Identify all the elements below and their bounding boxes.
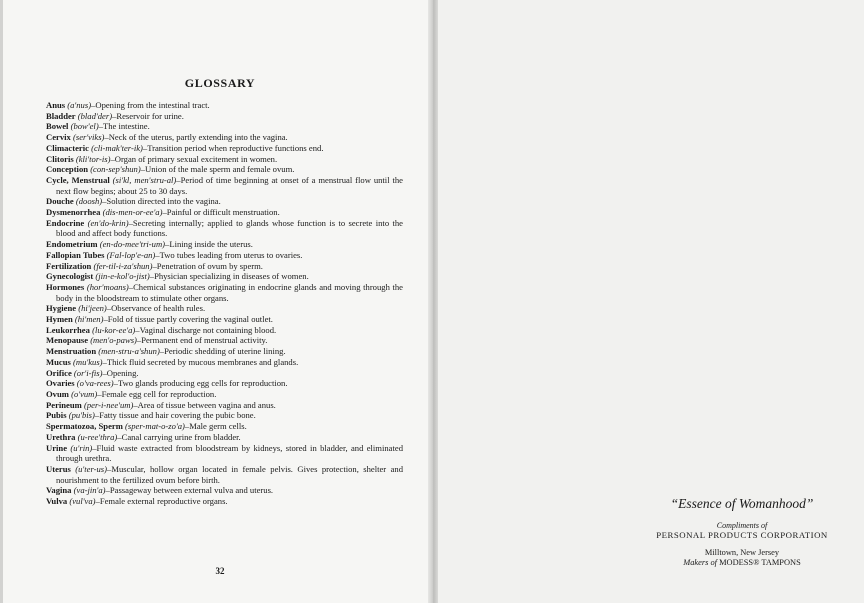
glossary-definition: –Penetration of ovum by sperm. (152, 260, 263, 271)
glossary-entry (46, 400, 403, 411)
glossary-entry (46, 164, 403, 175)
glossary-definition: –Chemical substances originating in endocrine glands and moving through the body in the bloodstream to stimulate other organs. (56, 281, 403, 303)
glossary-definition: –Observance of health rules. (106, 303, 206, 314)
glossary-definition: –The intestine. (98, 121, 150, 132)
glossary-term: Cycle, Menstrual (46, 174, 110, 185)
glossary-term: Endometrium (46, 239, 98, 250)
glossary-pronunciation: (si'kl, men'stru-al) (112, 174, 177, 185)
glossary-term: Uterus (46, 463, 71, 474)
glossary-definition: –Two tubes leading from uterus to ovaries. (155, 249, 303, 260)
glossary-term: Hormones (46, 281, 85, 292)
glossary-definition: –Periodic shedding of uterine lining. (159, 346, 286, 357)
glossary-term: Bladder (46, 110, 76, 121)
glossary-pronunciation: (bow'el) (70, 121, 99, 132)
glossary-term: Pubis (46, 410, 67, 421)
glossary-pronunciation: (Fal-lop'e-an) (106, 249, 156, 260)
page-number: 32 (215, 566, 225, 576)
glossary-entry (46, 207, 403, 218)
glossary-entry (46, 261, 403, 272)
glossary-pronunciation: (jin-e-kol'o-jist) (95, 271, 150, 282)
makers-line (610, 558, 864, 568)
glossary-term: Fallopian Tubes (46, 249, 105, 260)
glossary-definition: –Thick fluid secreted by mucous membranes and glands. (102, 356, 299, 367)
glossary-definition: –Female external reproductive organs. (95, 496, 228, 507)
glossary-entry (46, 335, 403, 346)
glossary-entry (46, 325, 403, 336)
glossary-pronunciation: (u-ree'thra) (77, 431, 118, 442)
glossary-term: Anus (46, 100, 66, 110)
glossary-list (46, 100, 403, 507)
glossary-definition: –Transition period when reproductive functions end. (142, 142, 324, 153)
glossary-definition: –Passageway between external vulva and uterus. (105, 485, 274, 496)
glossary-definition: –Secreting internally; applied to glands whose function is to secrete into the blood and affect body functions. (56, 217, 403, 239)
glossary-definition: –Opening. (102, 367, 139, 378)
glossary-definition: –Area of tissue between vagina and anus. (133, 399, 276, 410)
glossary-entry (46, 196, 403, 207)
glossary-term: Conception (46, 164, 89, 175)
glossary-term: Ovaries (46, 378, 75, 389)
glossary-term: Vagina (46, 485, 72, 496)
glossary-term: Climacteric (46, 142, 89, 153)
glossary-entry (46, 389, 403, 400)
glossary-entry (46, 314, 403, 325)
glossary-pronunciation: (kli'tor-is) (75, 153, 111, 164)
glossary-pronunciation: (ser'viks) (72, 132, 105, 143)
glossary-term: Orifice (46, 367, 72, 378)
glossary-definition: –Fluid waste extracted from bloodstream by kidneys, stored in bladder, and eliminated through urethra. (56, 442, 403, 464)
glossary-pronunciation: (sper-mat-o-zo'a) (125, 421, 185, 432)
glossary-term: Dysmenorrhea (46, 207, 101, 218)
glossary-term: Clitoris (46, 153, 74, 164)
glossary-definition: –Lining inside the uterus. (165, 239, 253, 250)
glossary-pronunciation: (pu'bis) (68, 410, 95, 421)
glossary-pronunciation: (blad'der) (77, 110, 113, 121)
glossary-entry (46, 346, 403, 357)
glossary-pronunciation: (men'o-paws) (90, 335, 137, 346)
glossary-definition: –Vaginal discharge not containing blood. (135, 324, 277, 335)
glossary-entry (46, 250, 403, 261)
glossary-pronunciation: (cli-mak'ter-ik) (91, 142, 143, 153)
glossary-pronunciation: (doosh) (75, 196, 103, 207)
glossary-entry (46, 121, 403, 132)
glossary-pronunciation: (or'i-fis) (73, 367, 103, 378)
glossary-entry (46, 154, 403, 165)
glossary-entry (46, 143, 403, 154)
glossary-definition: –Fatty tissue and hair covering the pubic bone. (94, 410, 256, 421)
glossary-definition: –Female egg cell for reproduction. (97, 388, 217, 399)
glossary-pronunciation: (u'ter-us) (75, 463, 108, 474)
glossary-pronunciation: (en-do-mee'tri-um) (99, 239, 166, 250)
glossary-pronunciation: (hi'men) (74, 314, 104, 325)
glossary-entry (46, 443, 403, 464)
glossary-pronunciation: (vul'va) (69, 496, 96, 507)
glossary-term: Menopause (46, 335, 89, 346)
glossary-pronunciation: (hor'moans) (86, 281, 129, 292)
glossary-term: Cervix (46, 132, 71, 143)
glossary-definition: –Reservoir for urine. (112, 110, 184, 121)
book-gutter (428, 0, 438, 603)
glossary-pronunciation: (hi'jeen) (78, 303, 107, 314)
glossary-entry (46, 432, 403, 443)
glossary-term: Hygiene (46, 303, 77, 314)
glossary-entry (46, 111, 403, 122)
glossary-definition: –Fold of tissue partly covering the vaginal outlet. (103, 314, 273, 325)
glossary-definition: –Muscular, hollow organ located in female pelvis. Gives protection, shelter and nourishment to the fertilized ovum before birth. (56, 463, 404, 485)
glossary-pronunciation: (u'rin) (70, 442, 93, 453)
glossary-term: Urethra (46, 431, 76, 442)
glossary-pronunciation: (lu-kor-ee'a) (92, 324, 136, 335)
glossary-definition: –Permanent end of menstrual activity. (136, 335, 268, 346)
glossary-entry (46, 464, 403, 485)
glossary-definition: –Period of time beginning at onset of a menstrual flow until the next flow begins; about 25 to 30 days. (56, 174, 403, 196)
glossary-definition: –Organ of primary sexual excitement in women. (110, 153, 278, 164)
glossary-entry (46, 132, 403, 143)
glossary-definition: –Neck of the uterus, partly extending into the vagina. (104, 132, 288, 143)
glossary-term: Ovum (46, 388, 69, 399)
glossary-entry (46, 421, 403, 432)
glossary-term: Bowel (46, 121, 69, 132)
glossary-definition: –Union of the male sperm and female ovum. (140, 164, 295, 175)
glossary-term: Fertilization (46, 260, 92, 271)
glossary-entry (46, 239, 403, 250)
glossary-term: Perineum (46, 399, 82, 410)
glossary-entry (46, 485, 403, 496)
glossary-entry (46, 282, 403, 303)
glossary-entry (46, 357, 403, 368)
tagline: “Essence of Womanhood” (670, 496, 814, 511)
glossary-term: Menstruation (46, 346, 97, 357)
compliments-text: Compliments of (716, 521, 768, 530)
makers-prefix: Makers of (683, 558, 717, 567)
glossary-pronunciation: (o'va-rees) (76, 378, 114, 389)
glossary-term: Vulva (46, 496, 68, 507)
glossary-pronunciation: (en'do-krin) (87, 217, 129, 228)
glossary-pronunciation: (mu'kus) (73, 356, 103, 367)
glossary-entry (46, 378, 403, 389)
glossary-definition: –Solution directed into the vagina. (102, 196, 221, 207)
glossary-entry (46, 100, 403, 111)
credits-block (610, 496, 864, 568)
glossary-entry (46, 410, 403, 421)
page-title: GLOSSARY (184, 76, 256, 90)
glossary-term: Douche (46, 196, 74, 207)
glossary-term: Endocrine (46, 217, 85, 228)
glossary-entry (46, 368, 403, 379)
glossary-pronunciation: (fer-til-i-za'shun) (93, 260, 153, 271)
glossary-entry (46, 496, 403, 507)
glossary-pronunciation: (a'nus) (67, 100, 92, 110)
glossary-term: Mucus (46, 356, 71, 367)
glossary-definition: –Canal carrying urine from bladder. (117, 431, 241, 442)
glossary-term: Urine (46, 442, 68, 453)
glossary-pronunciation: (o'vum) (71, 388, 98, 399)
glossary-pronunciation: (con-sep'shun) (90, 164, 141, 175)
glossary-entry (46, 271, 403, 282)
company-location: Milltown, New Jersey (704, 548, 780, 557)
glossary-definition: –Two glands producing egg cells for reproduction. (113, 378, 288, 389)
glossary-pronunciation: (men-stru-a'shun) (98, 346, 160, 357)
makers-brand: MODESS® TAMPONS (719, 558, 801, 567)
glossary-pronunciation: (dis-men-or-ee'a) (102, 207, 163, 218)
glossary-term: Spermatozoa, Sperm (46, 421, 123, 432)
glossary-term: Gynecologist (46, 271, 94, 282)
glossary-definition: –Male germ cells. (184, 421, 247, 432)
glossary-definition: –Painful or difficult menstruation. (162, 207, 280, 218)
glossary-definition: –Opening from the intestinal tract. (91, 100, 210, 110)
glossary-term: Leukorrhea (46, 324, 90, 335)
glossary-term: Hymen (46, 314, 73, 325)
glossary-pronunciation: (per-i-nee'um) (83, 399, 134, 410)
company-name: PERSONAL PRODUCTS CORPORATION (656, 530, 828, 540)
glossary-entry (46, 218, 403, 239)
glossary-entry (46, 303, 403, 314)
glossary-entry (46, 175, 403, 196)
glossary-pronunciation: (va-jin'a) (73, 485, 106, 496)
glossary-definition: –Physician specializing in diseases of women. (149, 271, 309, 282)
